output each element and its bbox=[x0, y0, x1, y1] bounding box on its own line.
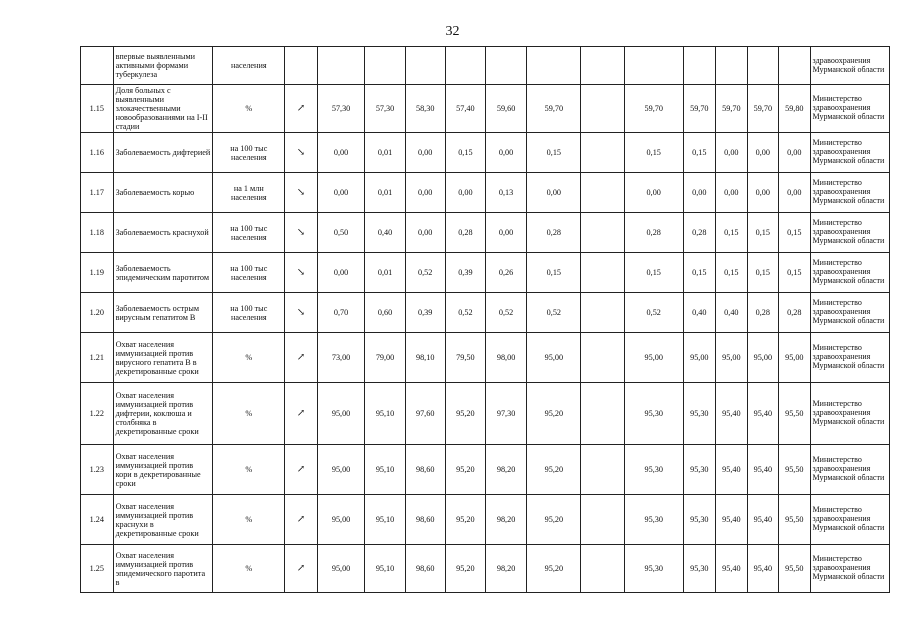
responsible-org: Министерство здравоохранения Мурманской области bbox=[810, 445, 889, 495]
value-cell: 0,00 bbox=[485, 133, 526, 173]
value-cell: 0,28 bbox=[445, 213, 485, 253]
table-row bbox=[81, 445, 890, 495]
unit-cell: на 100 тыс населения bbox=[213, 213, 285, 253]
value-cell: 59,70 bbox=[527, 85, 581, 133]
value-cell: 95,00 bbox=[624, 333, 683, 383]
value-cell: 0,15 bbox=[445, 133, 485, 173]
indicator-name: Заболеваемость эпидемическим паротитом bbox=[113, 253, 213, 293]
row-number: 1.21 bbox=[81, 333, 114, 383]
value-cell: 98,10 bbox=[405, 333, 445, 383]
value-cell: 0,00 bbox=[405, 173, 445, 213]
unit-cell: % bbox=[213, 445, 285, 495]
value-cell: 98,20 bbox=[485, 545, 526, 593]
value-cell: 95,00 bbox=[317, 495, 365, 545]
trend-arrow-icon: ↗ bbox=[285, 445, 318, 495]
value-cell: 0,15 bbox=[747, 253, 778, 293]
value-cell: 0,00 bbox=[317, 253, 365, 293]
value-cell: 95,20 bbox=[445, 545, 485, 593]
value-cell: 0,01 bbox=[365, 253, 405, 293]
value-cell: 95,40 bbox=[716, 545, 747, 593]
value-cell: 98,60 bbox=[405, 495, 445, 545]
value-cell: 95,40 bbox=[716, 383, 747, 445]
unit-cell: населения bbox=[213, 47, 285, 85]
value-cell: 0,39 bbox=[405, 293, 445, 333]
value-cell: 0,50 bbox=[317, 213, 365, 253]
responsible-org: Министерство здравоохранения Мурманской области bbox=[810, 253, 889, 293]
spacer-cell bbox=[581, 253, 624, 293]
value-cell: 0,01 bbox=[365, 173, 405, 213]
value-cell: 0,00 bbox=[405, 133, 445, 173]
row-number: 1.15 bbox=[81, 85, 114, 133]
value-cell: 95,20 bbox=[527, 495, 581, 545]
value-cell: 0,28 bbox=[747, 293, 778, 333]
value-cell bbox=[365, 47, 405, 85]
spacer-cell bbox=[581, 213, 624, 253]
responsible-org: Министерство здравоохранения Мурманской области bbox=[810, 85, 889, 133]
value-cell: 0,00 bbox=[716, 133, 747, 173]
value-cell: 57,40 bbox=[445, 85, 485, 133]
value-cell: 95,40 bbox=[747, 545, 778, 593]
row-number: 1.23 bbox=[81, 445, 114, 495]
value-cell: 0,00 bbox=[317, 133, 365, 173]
value-cell: 0,15 bbox=[683, 253, 716, 293]
value-cell: 95,30 bbox=[683, 545, 716, 593]
value-cell: 0,40 bbox=[683, 293, 716, 333]
value-cell: 95,40 bbox=[716, 445, 747, 495]
responsible-org: Министерство здравоохранения Мурманской области bbox=[810, 495, 889, 545]
value-cell: 95,00 bbox=[317, 383, 365, 445]
indicator-name: Заболеваемость острым вирусным гепатитом В bbox=[113, 293, 213, 333]
trend-arrow-icon bbox=[285, 47, 318, 85]
unit-cell: на 1 млн населения bbox=[213, 173, 285, 213]
trend-arrow-icon: ↗ bbox=[285, 495, 318, 545]
page-number: 32 bbox=[445, 24, 460, 39]
indicator-name: Охват населения иммунизацией против вирусного гепатита В в декретированные сроки bbox=[113, 333, 213, 383]
trend-arrow-icon: ↗ bbox=[285, 333, 318, 383]
spacer-cell bbox=[581, 85, 624, 133]
value-cell: 0,15 bbox=[779, 213, 810, 253]
value-cell: 0,28 bbox=[527, 213, 581, 253]
value-cell bbox=[527, 47, 581, 85]
value-cell: 95,30 bbox=[683, 445, 716, 495]
trend-arrow-icon: ↗ bbox=[285, 383, 318, 445]
value-cell: 59,70 bbox=[683, 85, 716, 133]
value-cell: 95,10 bbox=[365, 545, 405, 593]
value-cell: 98,20 bbox=[485, 445, 526, 495]
value-cell: 0,00 bbox=[624, 173, 683, 213]
value-cell: 95,10 bbox=[365, 445, 405, 495]
value-cell: 95,00 bbox=[527, 333, 581, 383]
indicator-name: Заболеваемость корью bbox=[113, 173, 213, 213]
value-cell: 95,40 bbox=[716, 495, 747, 545]
value-cell: 59,70 bbox=[716, 85, 747, 133]
table-row bbox=[81, 383, 890, 445]
trend-arrow-icon: ↘ bbox=[285, 253, 318, 293]
value-cell: 97,30 bbox=[485, 383, 526, 445]
value-cell: 95,30 bbox=[624, 545, 683, 593]
table-row bbox=[81, 333, 890, 383]
responsible-org: Министерство здравоохранения Мурманской области bbox=[810, 545, 889, 593]
table-row bbox=[81, 47, 890, 85]
value-cell bbox=[317, 47, 365, 85]
spacer-cell bbox=[581, 133, 624, 173]
value-cell: 0,00 bbox=[527, 173, 581, 213]
value-cell: 95,20 bbox=[527, 545, 581, 593]
table-row bbox=[81, 545, 890, 593]
table-row bbox=[81, 213, 890, 253]
value-cell: 0,52 bbox=[624, 293, 683, 333]
responsible-org: Министерство здравоохранения Мурманской области bbox=[810, 333, 889, 383]
value-cell: 0,15 bbox=[747, 213, 778, 253]
unit-cell: % bbox=[213, 495, 285, 545]
trend-arrow-icon: ↗ bbox=[285, 85, 318, 133]
value-cell bbox=[779, 47, 810, 85]
value-cell: 95,30 bbox=[683, 383, 716, 445]
value-cell: 73,00 bbox=[317, 333, 365, 383]
value-cell bbox=[624, 47, 683, 85]
indicator-name: Охват населения иммунизацией против дифтерии, коклюша и столбняка в декретированные сроки bbox=[113, 383, 213, 445]
value-cell: 95,10 bbox=[365, 383, 405, 445]
spacer-cell bbox=[581, 445, 624, 495]
value-cell: 0,15 bbox=[527, 133, 581, 173]
value-cell: 79,00 bbox=[365, 333, 405, 383]
value-cell: 0,00 bbox=[747, 133, 778, 173]
spacer-cell bbox=[581, 495, 624, 545]
value-cell: 0,26 bbox=[485, 253, 526, 293]
value-cell: 0,15 bbox=[716, 213, 747, 253]
row-number: 1.19 bbox=[81, 253, 114, 293]
value-cell: 95,00 bbox=[779, 333, 810, 383]
value-cell: 0,00 bbox=[779, 133, 810, 173]
value-cell: 0,00 bbox=[485, 213, 526, 253]
value-cell: 0,00 bbox=[683, 173, 716, 213]
value-cell: 95,20 bbox=[527, 445, 581, 495]
value-cell: 0,28 bbox=[683, 213, 716, 253]
value-cell: 0,28 bbox=[779, 293, 810, 333]
value-cell bbox=[716, 47, 747, 85]
row-number: 1.16 bbox=[81, 133, 114, 173]
value-cell: 95,50 bbox=[779, 495, 810, 545]
value-cell: 57,30 bbox=[365, 85, 405, 133]
value-cell bbox=[683, 47, 716, 85]
value-cell: 95,00 bbox=[683, 333, 716, 383]
unit-cell: на 100 тыс населения bbox=[213, 253, 285, 293]
value-cell: 0,70 bbox=[317, 293, 365, 333]
value-cell: 95,00 bbox=[716, 333, 747, 383]
value-cell: 0,15 bbox=[624, 133, 683, 173]
trend-arrow-icon: ↘ bbox=[285, 173, 318, 213]
value-cell: 0,13 bbox=[485, 173, 526, 213]
row-number: 1.25 bbox=[81, 545, 114, 593]
trend-arrow-icon: ↘ bbox=[285, 133, 318, 173]
spacer-cell bbox=[581, 47, 624, 85]
unit-cell: на 100 тыс населения bbox=[213, 293, 285, 333]
value-cell: 0,40 bbox=[716, 293, 747, 333]
value-cell: 0,60 bbox=[365, 293, 405, 333]
unit-cell: % bbox=[213, 383, 285, 445]
indicator-name: Доля больных с выявленными злокачественными новообразованиями на I-II стадии bbox=[113, 85, 213, 133]
value-cell: 0,39 bbox=[445, 253, 485, 293]
value-cell: 95,40 bbox=[747, 495, 778, 545]
responsible-org: здравоохранения Мурманской области bbox=[810, 47, 889, 85]
indicator-name: впервые выявленными активными формами туберкулеза bbox=[113, 47, 213, 85]
value-cell: 0,52 bbox=[527, 293, 581, 333]
indicator-name: Охват населения иммунизацией против эпидемического паротита в bbox=[113, 545, 213, 593]
table-row bbox=[81, 253, 890, 293]
value-cell: 95,30 bbox=[624, 495, 683, 545]
value-cell: 57,30 bbox=[317, 85, 365, 133]
unit-cell: % bbox=[213, 333, 285, 383]
value-cell: 95,20 bbox=[445, 495, 485, 545]
value-cell: 0,00 bbox=[317, 173, 365, 213]
value-cell: 0,00 bbox=[779, 173, 810, 213]
spacer-cell bbox=[581, 293, 624, 333]
value-cell: 0,01 bbox=[365, 133, 405, 173]
value-cell: 59,80 bbox=[779, 85, 810, 133]
spacer-cell bbox=[581, 545, 624, 593]
value-cell: 0,52 bbox=[445, 293, 485, 333]
spacer-cell bbox=[581, 333, 624, 383]
spacer-cell bbox=[581, 173, 624, 213]
value-cell bbox=[747, 47, 778, 85]
value-cell: 95,20 bbox=[527, 383, 581, 445]
value-cell: 95,30 bbox=[683, 495, 716, 545]
value-cell: 95,50 bbox=[779, 545, 810, 593]
value-cell: 0,15 bbox=[779, 253, 810, 293]
row-number: 1.18 bbox=[81, 213, 114, 253]
value-cell bbox=[445, 47, 485, 85]
value-cell: 0,15 bbox=[624, 253, 683, 293]
value-cell: 58,30 bbox=[405, 85, 445, 133]
value-cell: 98,20 bbox=[485, 495, 526, 545]
value-cell: 0,15 bbox=[527, 253, 581, 293]
value-cell: 95,00 bbox=[317, 445, 365, 495]
value-cell: 95,50 bbox=[779, 383, 810, 445]
value-cell bbox=[405, 47, 445, 85]
unit-cell: на 100 тыс населения bbox=[213, 133, 285, 173]
value-cell: 59,70 bbox=[624, 85, 683, 133]
value-cell: 0,15 bbox=[683, 133, 716, 173]
row-number bbox=[81, 47, 114, 85]
trend-arrow-icon: ↘ bbox=[285, 213, 318, 253]
unit-cell: % bbox=[213, 85, 285, 133]
responsible-org: Министерство здравоохранения Мурманской области bbox=[810, 133, 889, 173]
indicator-name: Заболеваемость дифтерией bbox=[113, 133, 213, 173]
value-cell: 0,15 bbox=[716, 253, 747, 293]
table-row bbox=[81, 495, 890, 545]
value-cell: 95,20 bbox=[445, 445, 485, 495]
row-number: 1.17 bbox=[81, 173, 114, 213]
value-cell: 97,60 bbox=[405, 383, 445, 445]
spacer-cell bbox=[581, 383, 624, 445]
value-cell: 0,00 bbox=[747, 173, 778, 213]
value-cell: 95,00 bbox=[747, 333, 778, 383]
value-cell: 95,00 bbox=[317, 545, 365, 593]
value-cell: 59,70 bbox=[747, 85, 778, 133]
value-cell: 0,00 bbox=[405, 213, 445, 253]
value-cell: 0,52 bbox=[405, 253, 445, 293]
value-cell: 95,30 bbox=[624, 445, 683, 495]
trend-arrow-icon: ↗ bbox=[285, 545, 318, 593]
row-number: 1.24 bbox=[81, 495, 114, 545]
value-cell: 95,30 bbox=[624, 383, 683, 445]
trend-arrow-icon: ↘ bbox=[285, 293, 318, 333]
value-cell: 95,40 bbox=[747, 445, 778, 495]
value-cell: 0,40 bbox=[365, 213, 405, 253]
value-cell: 0,28 bbox=[624, 213, 683, 253]
value-cell: 0,52 bbox=[485, 293, 526, 333]
indicator-name: Заболеваемость краснухой bbox=[113, 213, 213, 253]
table-row bbox=[81, 85, 890, 133]
table-row bbox=[81, 133, 890, 173]
value-cell: 79,50 bbox=[445, 333, 485, 383]
indicators-table bbox=[80, 46, 890, 593]
value-cell: 0,00 bbox=[445, 173, 485, 213]
value-cell: 95,50 bbox=[779, 445, 810, 495]
indicator-name: Охват населения иммунизацией против кори в декретированные сроки bbox=[113, 445, 213, 495]
row-number: 1.22 bbox=[81, 383, 114, 445]
value-cell: 98,60 bbox=[405, 445, 445, 495]
value-cell: 95,20 bbox=[445, 383, 485, 445]
responsible-org: Министерство здравоохранения Мурманской области bbox=[810, 173, 889, 213]
responsible-org: Министерство здравоохранения Мурманской области bbox=[810, 293, 889, 333]
table-row bbox=[81, 173, 890, 213]
value-cell: 59,60 bbox=[485, 85, 526, 133]
responsible-org: Министерство здравоохранения Мурманской области bbox=[810, 213, 889, 253]
unit-cell: % bbox=[213, 545, 285, 593]
value-cell bbox=[485, 47, 526, 85]
table-row bbox=[81, 293, 890, 333]
indicator-name: Охват населения иммунизацией против краснухи в декретированные сроки bbox=[113, 495, 213, 545]
value-cell: 98,60 bbox=[405, 545, 445, 593]
value-cell: 98,00 bbox=[485, 333, 526, 383]
value-cell: 95,40 bbox=[747, 383, 778, 445]
responsible-org: Министерство здравоохранения Мурманской области bbox=[810, 383, 889, 445]
row-number: 1.20 bbox=[81, 293, 114, 333]
value-cell: 95,10 bbox=[365, 495, 405, 545]
value-cell: 0,00 bbox=[716, 173, 747, 213]
